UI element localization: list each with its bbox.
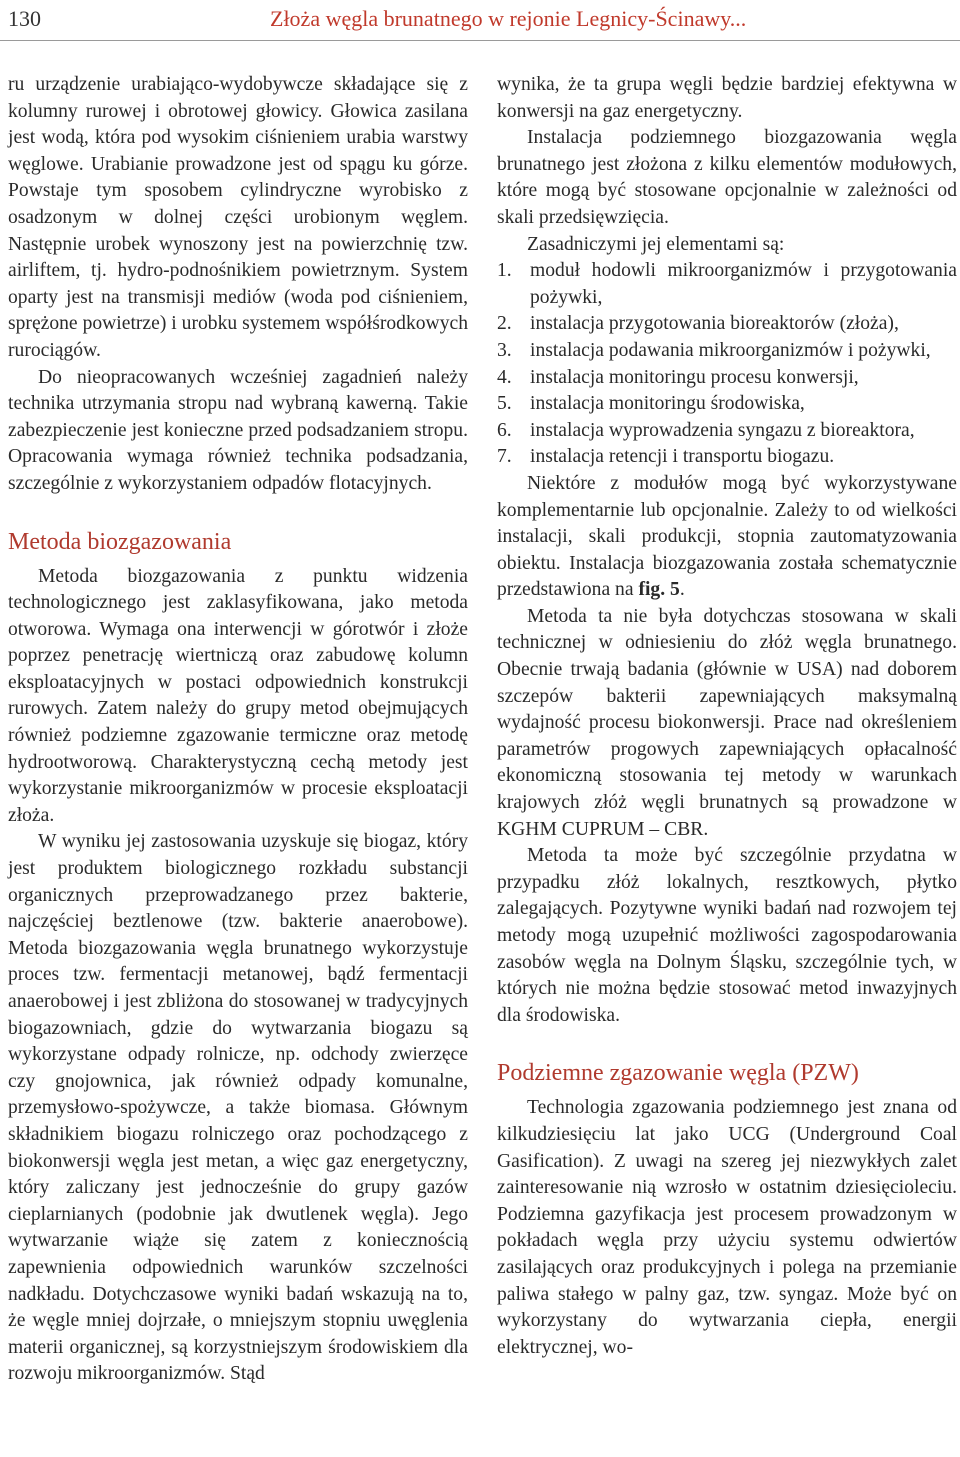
section-heading-pzw: Podziemne zgazowanie węgla (PZW): [497, 1060, 859, 1087]
paragraph: ru urządzenie urabiająco-wydobywcze składające się z kolumny rurowej i obrotowej głowicy. Głowica zasilana jest wodą, która pod wysokim ciśnieniem urabia warstwy węglowe. Urabianie prowadzone jest od spągu ku górze. Powstaje tym sposobem cylindryczne wyrobisko z osadzonym w dolnej części urobionym węglem. Następnie urobek wynoszony jest na powierzchnię tzw. airliftem, tj. hydro-podnośnikiem powietrznym. System oparty jest na transmisji mediów (woda pod ciśnieniem, sprężone powietrze) i urobku systemem współśrodkowych rurociągów.: [8, 74, 468, 361]
list-text: instalacja przygotowania bioreaktorów (złoża),: [530, 313, 899, 335]
header-rule: [0, 40, 960, 41]
figure-reference: fig. 5: [638, 579, 680, 601]
list-item: [497, 391, 957, 418]
list-number: 4.: [497, 366, 512, 388]
running-title: Złoża węgla brunatnego w rejonie Legnicy-Ścinawy...: [270, 6, 747, 31]
paragraph-text: Niektóre z modułów mogą być wykorzystywane komplementarnie lub opcjonalnie. Zależy to od wielkości instalacji, skali produkcji, stopnia zautomatyzowania obiektu. Instalacja biozgazowania została schematycznie przedstawiona na: [497, 472, 957, 601]
paragraph: W wyniku jej zastosowania uzyskuje się biogaz, który jest produktem biologicznego rozkładu substancji organicznych przeprowadzanego przez bakterie, najczęściej beztlenowe (tzw. bakterie anaerobowe). Metoda biozgazowania węgla brunatnego wykorzystuje proces tzw. fermentacji metanowej, bądź fermentacji anaerobowej i jest zbliżona do stosowanej w tradycyjnych biogazowniach, gdzie do wytwarzania biogazu są wykorzystane odpady rolnicze, np. odchody zwierzęce czy gnojownica, jak również odpady komunalne, przemysłowo-spożywcze, a także biomasa. Głównym składnikiem biogazu rolniczego oraz pochodzącego z biokonwersji węgla jest metan, a więc gaz energetyczny, który zaliczany jest jednocześnie do grupy gazów cieplarnianych (podobnie jak dwutlenek węgla). Jego wytwarzanie wiąże się zatem z koniecznością zapewnienia odpowiednich warunków szczelności nadkładu. Dotychczasowe wyniki badań wskazują na to, że węgle mniej dojrzałe, o mniejszym stopniu uwęglenia materii organicznej, są korzystniejszym środowiskiem dla rozwoju mikroorganizmów. Stąd: [8, 831, 468, 1385]
list-text: instalacja podawania mikroorganizmów i pożywki,: [530, 339, 931, 361]
list-number: 2.: [497, 313, 512, 335]
paragraph: Zasadniczymi jej elementami są:: [527, 233, 785, 255]
page-number: 130: [8, 6, 41, 31]
list-number: 7.: [497, 446, 512, 468]
list-text: instalacja retencji i transportu biogazu.: [530, 446, 835, 468]
paragraph: Technologia zgazowania podziemnego jest znana od kilkudziesięciu lat jako UCG (Underground Coal Gasification). Z uwagi na szereg jej niezwykłych zalet zainteresowanie nią wzrosło w ostatnim dziesięcioleciu. Podziemna gazyfikacja jest procesem prowadzonym w pokładach węgla przy użyciu systemu odwiertów zasilających oraz produkcyjnych i polega na przemianie paliwa stałego w palny gaz, tzw. syngaz. Może być on wykorzystany do wytwarzania ciepła, energii elektrycznej, wo-: [497, 1097, 957, 1358]
paragraph: Do nieopracowanych wcześniej zagadnień należy technika utrzymania stropu nad wybraną kawerną. Takie zabezpieczenie jest konieczne przed podsadzaniem stropu. Opracowania wymaga również technika podsadzania, szczególnie z wykorzystaniem odpadów flotacyjnych.: [8, 366, 468, 494]
elements-list: [497, 258, 957, 471]
list-text: instalacja monitoringu procesu konwersji,: [530, 366, 859, 388]
paragraph: Metoda ta może być szczególnie przydatna w przypadku złóż lokalnych, resztkowych, płytko zalegających. Pozytywne wyniki badań nad rozwojem tej metody mogą uzupełnić możliwości zagospodarowania zasobów węgla na Dolnym Śląsku, szczególnie tych, w których nie można będzie stosować metod inwazyjnych dla środowiska.: [497, 845, 957, 1026]
list-text: moduł hodowli mikroorganizmów i przygotowania pożywki,: [530, 260, 957, 308]
list-number: 5.: [497, 393, 512, 415]
list-item: [497, 338, 957, 365]
list-text: instalacja monitoringu środowiska,: [530, 393, 805, 415]
list-item: [497, 444, 957, 471]
right-column: [497, 72, 957, 1361]
list-text: instalacja wyprowadzenia syngazu z bioreaktora,: [530, 419, 915, 441]
paragraph: wynika, że ta grupa węgli będzie bardziej efektywna w konwersji na gaz energetyczny.: [497, 74, 957, 122]
page-header: [0, 0, 960, 44]
paragraph: Metoda biozgazowania z punktu widzenia technologicznego jest zaklasyfikowana, jako metoda otworowa. Wymaga ona interwencji w górotwór i złoże poprzez penetrację wiertniczą oraz zabudowę kolumn eksploatacyjnych w postaci odpowiednich konstrukcji rurowych. Zatem należy do grupy metod obejmujących również podziemne zgazowanie termiczne oraz metodę hydrootworową. Charakterystyczną cechą metody jest wykorzystanie mikroorganizmów w procesie eksploatacji złoża.: [8, 565, 468, 826]
paragraph-end: .: [679, 579, 685, 601]
list-item: [497, 365, 957, 392]
section-heading-biozgazowanie: Metoda biozgazowania: [8, 528, 232, 555]
paragraph: [497, 471, 957, 604]
list-item: [497, 418, 957, 445]
list-number: 1.: [497, 260, 512, 282]
paragraph: Metoda ta nie była dotychczas stosowana w skali technicznej w odniesieniu do złóż węgla brunatnego. Obecnie trwają badania (głównie w USA) nad doborem szczepów bakterii zapewniających maksymalną wydajność procesu biokonwersji. Prace nad określeniem parametrów progowych zapewniających opłacalność ekonomiczną stosowania tej metody w warunkach krajowych złóż węgli brunatnych są prowadzone w KGHM CUPRUM – CBR.: [497, 605, 957, 840]
list-number: 6.: [497, 419, 512, 441]
paragraph: Instalacja podziemnego biozgazowania węgla brunatnego jest złożona z kilku elementów modułowych, które mogą być stosowane opcjonalnie w zależności od skali przedsięwzięcia.: [497, 127, 957, 228]
list-item: [497, 258, 957, 311]
list-item: [497, 311, 957, 338]
left-column: [8, 72, 468, 1388]
list-number: 3.: [497, 339, 512, 361]
